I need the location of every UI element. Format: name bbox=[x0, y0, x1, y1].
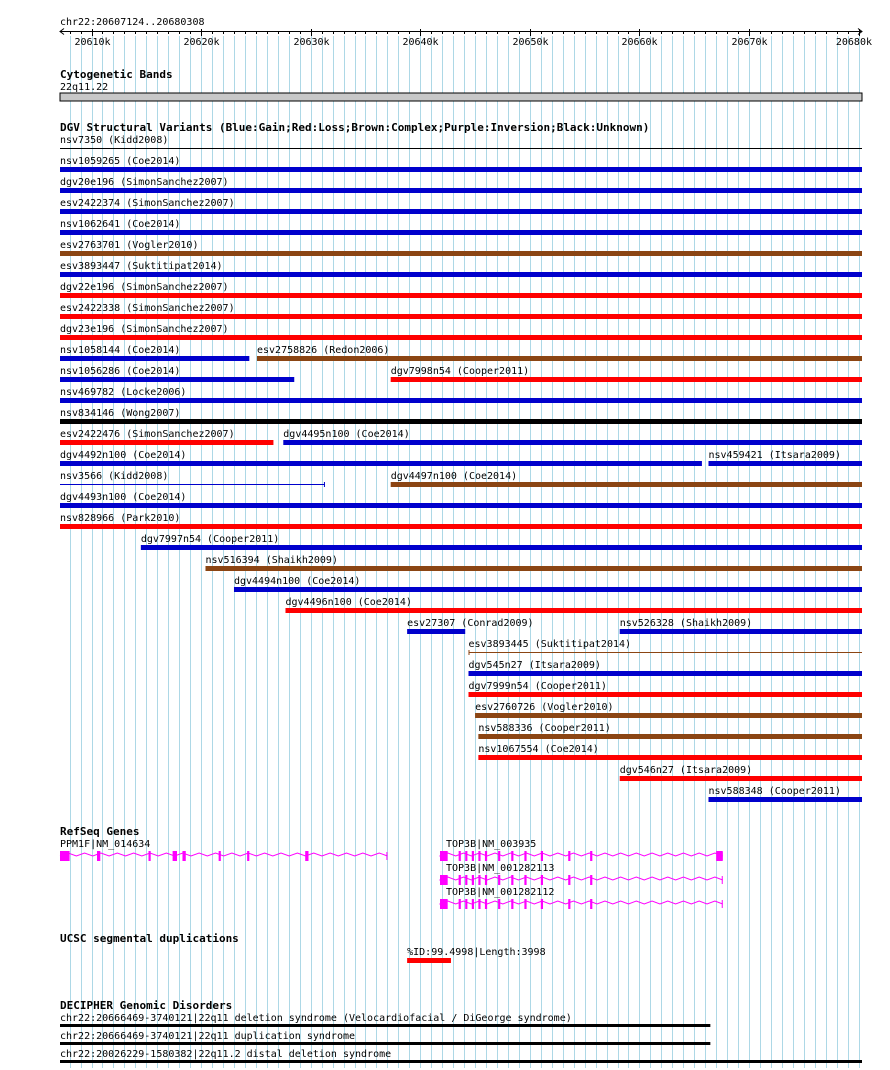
variant-label: dgv4494n100 (Coe2014) bbox=[233, 576, 361, 587]
variant-bar bbox=[391, 377, 862, 382]
variant-label: nsv469782 (Locke2006) bbox=[60, 387, 187, 398]
gene-exon bbox=[541, 875, 543, 885]
variant-label: nsv588348 (Cooper2011) bbox=[708, 786, 841, 797]
gene-exon bbox=[716, 851, 723, 861]
variant-label: dgv4497n100 (Coe2014) bbox=[390, 471, 518, 482]
gene-exon bbox=[568, 875, 570, 885]
variant-bar bbox=[60, 148, 862, 149]
refseq-track-title: RefSeq Genes bbox=[60, 825, 140, 838]
variant-label: dgv23e196 (SimonSanchez2007) bbox=[60, 324, 229, 335]
variant-label: nsv1056286 (Coe2014) bbox=[60, 366, 181, 377]
variant-bar bbox=[475, 713, 862, 718]
variant-label: esv2763701 (Vogler2010) bbox=[60, 240, 199, 251]
variant-bar bbox=[60, 272, 862, 277]
gene-exon bbox=[472, 875, 474, 885]
gene-intron-line bbox=[440, 853, 723, 856]
variant-label: nsv1062641 (Coe2014) bbox=[60, 219, 181, 230]
variant-label: nsv588336 (Cooper2011) bbox=[478, 723, 611, 734]
variant-bar bbox=[620, 776, 862, 781]
variant-label: nsv459421 (Itsara2009) bbox=[708, 450, 841, 461]
ruler-tick-label: 20610k bbox=[74, 37, 111, 48]
variant-label: esv2422374 (SimonSanchez2007) bbox=[60, 198, 235, 209]
variant-bar bbox=[205, 566, 862, 571]
variant-label: nsv526328 (Shaikh2009) bbox=[619, 618, 753, 629]
gene-exon bbox=[568, 899, 570, 909]
variant-bar bbox=[60, 503, 862, 508]
variant-bar bbox=[60, 293, 862, 298]
ruler-tick-label: 20680k bbox=[835, 37, 872, 48]
gene-exon bbox=[219, 851, 221, 861]
variant-label: dgv7998n54 (Cooper2011) bbox=[390, 366, 530, 377]
gene-exon bbox=[524, 899, 526, 909]
variant-bar bbox=[60, 377, 294, 382]
variant-bar bbox=[60, 419, 862, 424]
gene-end-cap bbox=[722, 900, 723, 908]
variant-bar bbox=[283, 440, 862, 445]
variant-end-cap bbox=[468, 650, 469, 655]
decipher-label: chr22:20666469-3740121|22q11 duplication syndrome bbox=[60, 1031, 356, 1042]
variant-label: nsv1059265 (Coe2014) bbox=[60, 156, 181, 167]
gene-exon bbox=[459, 875, 461, 885]
segdup-track-title: UCSC segmental duplications bbox=[60, 932, 239, 945]
gene-exon bbox=[485, 899, 487, 909]
variant-bar bbox=[60, 398, 862, 403]
variant-label: nsv1058144 (Coe2014) bbox=[60, 345, 181, 356]
variant-label: esv2758826 (Redon2006) bbox=[256, 345, 390, 356]
gene-label: TOP3B|NM_003935 bbox=[446, 839, 537, 850]
variant-bar bbox=[257, 356, 862, 361]
variant-bar bbox=[708, 797, 862, 802]
variant-label: esv3893445 (Suktitipat2014) bbox=[468, 639, 632, 650]
gene-exon bbox=[498, 899, 500, 909]
gene-exon bbox=[247, 851, 249, 861]
variant-label: nsv3566 (Kidd2008) bbox=[60, 471, 169, 482]
ruler-tick-label: 20660k bbox=[621, 37, 658, 48]
gene-end-cap bbox=[386, 852, 387, 860]
variant-bar bbox=[60, 314, 862, 319]
variant-bar bbox=[60, 335, 862, 340]
gene-exon bbox=[472, 899, 474, 909]
gene-exon bbox=[459, 899, 461, 909]
decipher-bar bbox=[60, 1060, 862, 1063]
variant-bar bbox=[391, 482, 862, 487]
gene-exon bbox=[590, 899, 592, 909]
decipher-label: chr22:20666469-3740121|22q11 deletion syndrome (Velocardiofacial / DiGeorge syndrome) bbox=[60, 1013, 572, 1024]
cytoband-bar bbox=[60, 93, 862, 101]
dgv-track-title: DGV Structural Variants (Blue:Gain;Red:Loss;Brown:Complex;Purple:Inversion;Black:Unknown) bbox=[60, 121, 650, 134]
gene-exon bbox=[472, 851, 474, 861]
variant-bar bbox=[407, 629, 465, 634]
gene-exon bbox=[590, 875, 592, 885]
gene-intron-line bbox=[440, 877, 723, 880]
gene-exon bbox=[478, 851, 480, 861]
gene-exon bbox=[511, 899, 513, 909]
region-label: chr22:20607124..20680308 bbox=[60, 17, 205, 28]
variant-label: esv3893447 (Suktitipat2014) bbox=[60, 261, 223, 272]
variant-label: dgv4495n100 (Coe2014) bbox=[283, 429, 410, 440]
variant-bar bbox=[60, 188, 862, 193]
gene-exon bbox=[440, 875, 448, 885]
variant-bar bbox=[468, 671, 862, 676]
variant-label: dgv22e196 (SimonSanchez2007) bbox=[60, 282, 229, 293]
gene-intron-line bbox=[440, 901, 723, 904]
gene-exon bbox=[524, 851, 526, 861]
variant-bar bbox=[478, 734, 862, 739]
decipher-label: chr22:20026229-1580382|22q11.2 distal deletion syndrome bbox=[60, 1049, 392, 1060]
gene-exon bbox=[182, 851, 185, 861]
segdup-label: %ID:99.4998|Length:3998 bbox=[407, 947, 546, 958]
variant-label: nsv828966 (Park2010) bbox=[60, 513, 181, 524]
variant-bar bbox=[468, 692, 862, 697]
decipher-track-title: DECIPHER Genomic Disorders bbox=[60, 999, 233, 1012]
gene-exon bbox=[97, 851, 100, 861]
ruler-tick-label: 20670k bbox=[731, 37, 768, 48]
gene-exon bbox=[511, 851, 513, 861]
variant-label: dgv7999n54 (Cooper2011) bbox=[468, 681, 607, 692]
gene-exon bbox=[478, 899, 480, 909]
variant-bar bbox=[60, 356, 249, 361]
variant-label: esv2422476 (SimonSanchez2007) bbox=[60, 429, 235, 440]
variant-bar bbox=[60, 524, 862, 529]
variant-label: esv27307 (Conrad2009) bbox=[407, 618, 534, 629]
cytoband-label: 22q11.22 bbox=[60, 82, 109, 93]
ruler-tick-label: 20640k bbox=[402, 37, 439, 48]
variant-bar bbox=[60, 484, 325, 485]
gene-exon bbox=[485, 875, 487, 885]
gene-exon bbox=[465, 899, 467, 909]
gene-exon bbox=[485, 851, 487, 861]
variant-label: dgv20e196 (SimonSanchez2007) bbox=[60, 177, 229, 188]
variant-label: dgv546n27 (Itsara2009) bbox=[619, 765, 753, 776]
variant-bar bbox=[708, 461, 862, 466]
gene-exon bbox=[305, 851, 308, 861]
decipher-bar bbox=[60, 1024, 710, 1027]
variant-bar bbox=[620, 629, 862, 634]
variant-bar bbox=[60, 251, 862, 256]
variant-end-cap bbox=[324, 482, 325, 487]
gene-label: TOP3B|NM_001282112 bbox=[446, 887, 555, 898]
variant-bar bbox=[468, 652, 862, 653]
variant-label: nsv1067554 (Coe2014) bbox=[478, 744, 599, 755]
gene-exon bbox=[440, 899, 448, 909]
gene-exon bbox=[541, 851, 543, 861]
variant-label: nsv834146 (Wong2007) bbox=[60, 408, 181, 419]
gene-exon bbox=[465, 851, 467, 861]
gene-exon bbox=[478, 875, 480, 885]
gene-label: TOP3B|NM_001282113 bbox=[446, 863, 555, 874]
gene-label: PPM1F|NM_014634 bbox=[60, 839, 151, 850]
variant-bar bbox=[60, 440, 273, 445]
variant-bar bbox=[234, 587, 862, 592]
variant-bar bbox=[60, 461, 702, 466]
cytoband-track-title: Cytogenetic Bands bbox=[60, 68, 173, 81]
gene-exon bbox=[590, 851, 592, 861]
variant-label: dgv4493n100 (Coe2014) bbox=[60, 492, 187, 503]
gene-exon bbox=[440, 851, 448, 861]
gene-exon bbox=[173, 851, 177, 861]
ruler-tick-label: 20650k bbox=[512, 37, 549, 48]
variant-label: dgv4492n100 (Coe2014) bbox=[60, 450, 187, 461]
gene-exon bbox=[498, 875, 500, 885]
variant-label: dgv7997n54 (Cooper2011) bbox=[140, 534, 280, 545]
gene-exon bbox=[465, 875, 467, 885]
gene-exon bbox=[524, 875, 526, 885]
variant-bar bbox=[285, 608, 862, 613]
variant-bar bbox=[60, 167, 862, 172]
gene-exon bbox=[60, 851, 70, 861]
gene-exon bbox=[568, 851, 570, 861]
gene-exon bbox=[511, 875, 513, 885]
variant-label: esv2422338 (SimonSanchez2007) bbox=[60, 303, 235, 314]
variant-bar bbox=[60, 209, 862, 214]
segdup-bar bbox=[407, 958, 451, 963]
variant-label: dgv545n27 (Itsara2009) bbox=[468, 660, 601, 671]
ruler-tick-label: 20620k bbox=[183, 37, 220, 48]
variant-label: nsv516394 (Shaikh2009) bbox=[205, 555, 338, 566]
variant-label: nsv7350 (Kidd2008) bbox=[60, 135, 169, 146]
decipher-bar bbox=[60, 1042, 710, 1045]
gene-end-cap bbox=[722, 876, 723, 884]
variant-label: dgv4496n100 (Coe2014) bbox=[285, 597, 412, 608]
gene-exon bbox=[541, 899, 543, 909]
variant-label: esv2760726 (Vogler2010) bbox=[475, 702, 614, 713]
gene-exon bbox=[498, 851, 500, 861]
gene-exon bbox=[459, 851, 461, 861]
variant-bar bbox=[478, 755, 862, 760]
ruler-tick-label: 20630k bbox=[293, 37, 330, 48]
variant-bar bbox=[141, 545, 862, 550]
variant-bar bbox=[60, 230, 862, 235]
gene-exon bbox=[149, 851, 151, 861]
